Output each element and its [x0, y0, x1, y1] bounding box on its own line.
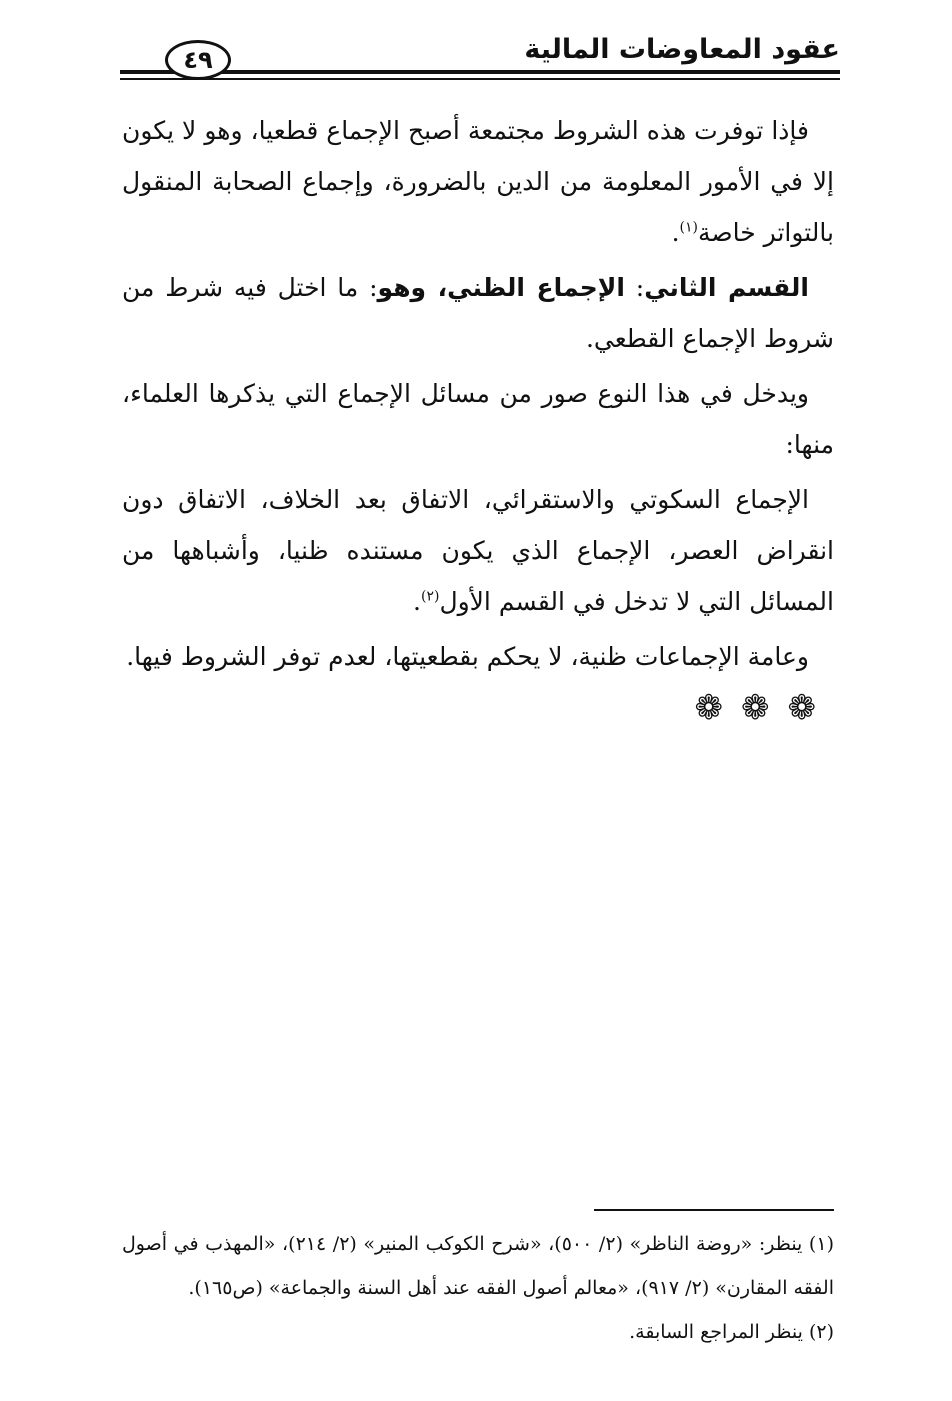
paragraph-4 [122, 474, 834, 627]
section-two-colon: : [624, 273, 645, 302]
footnote-ref-1: (١) [679, 219, 698, 236]
footnote-separator [594, 1209, 834, 1211]
footnote-2: (٢) ينظر المراجع السابقة. [629, 1321, 834, 1343]
ornament-divider-icon: ❁❁❁ [694, 688, 834, 728]
main-text [122, 105, 834, 730]
footnote-ref-2: (٢) [420, 588, 440, 605]
page-header [120, 30, 840, 90]
paragraph-4-end: . [413, 587, 421, 616]
paragraph-1 [122, 105, 834, 258]
page-number: ٤٩ [165, 40, 231, 80]
header-rule-thick [120, 70, 840, 74]
section-two-heading: القسم الثاني [644, 273, 809, 302]
paragraph-3: ويدخل في هذا النوع صور من مسائل الإجماع التي يذكرها العلماء، منها: [122, 379, 834, 459]
paragraph-1-end: . [671, 218, 680, 247]
footnote-1: (١) ينظر: «روضة الناظر» (٢/ ٥٠٠)، «شرح الكوكب المنير» (٢/ ٢١٤)، «المهذب في أصول الفقه المقارن» (٢/ ٩١٧)، «معالم أصول الفقه عند أهل السنة والجماعة» (ص١٦٥). [122, 1233, 834, 1299]
paragraph-5: وعامة الإجماعات ظنية، لا يحكم بقطعيتها، لعدم توفر الشروط فيها. [126, 642, 809, 671]
paragraph-2 [122, 262, 834, 364]
paragraph-1-text: فإذا توفرت هذه الشروط مجتمعة أصبح الإجماع قطعيا، وهو لا يكون إلا في الأمور المعلومة من الدين بالضرورة، وإجماع الصحابة المنقول بالتواتر خاصة [122, 116, 834, 247]
footnotes [122, 1222, 834, 1354]
book-title: عقود المعاوضات المالية [524, 34, 840, 65]
section-two-definition: : ما اختل فيه شرط من شروط الإجماع القطعي. [122, 273, 834, 353]
header-rule-thin [120, 78, 840, 80]
section-two-term: الإجماع الظني، وهو [377, 273, 625, 302]
paragraph-4-text: الإجماع السكوتي والاستقرائي، الاتفاق بعد الخلاف، الاتفاق دون انقراض العصر، الإجماع الذي يكون مستنده ظنيا، وأشباهها من المسائل التي لا تدخل في القسم الأول [122, 485, 834, 616]
